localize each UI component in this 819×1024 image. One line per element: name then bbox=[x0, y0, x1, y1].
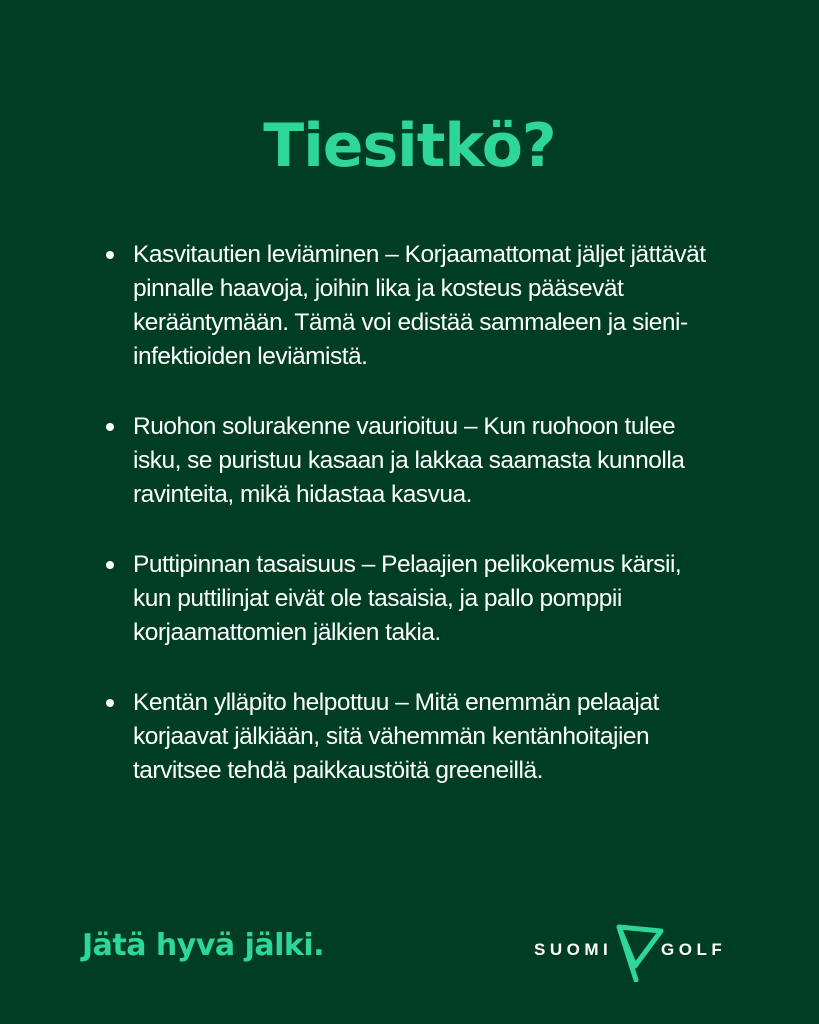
list-item bbox=[104, 686, 714, 788]
fact-text: Kentän ylläpito helpottuu – Mitä enemmän pelaajat korjaavat jälkiään, sitä vähemmän kentänhoitajien tarvitsee tehdä paikkaustöitä greeneillä. bbox=[133, 689, 659, 784]
fact-text: Ruohon solurakenne vaurioituu – Kun ruohoon tulee isku, se puristuu kasaan ja lakkaa saamasta kunnolla ravinteita, mikä hidastaa kasvua. bbox=[133, 413, 685, 508]
list-item bbox=[104, 548, 714, 650]
logo-word-suomi: SUOMI bbox=[534, 940, 613, 959]
fact-text: Kasvitautien leviäminen – Korjaamattomat jäljet jättävät pinnalle haavoja, joihin lika ja kosteus pääsevät kerääntymään. Tämä voi edistää sammaleen ja sieni-infektioiden leviämistä. bbox=[133, 241, 706, 370]
flag-pennant-icon bbox=[613, 922, 667, 982]
page-title: Tiesitkö? bbox=[263, 111, 556, 181]
slogan: Jätä hyvä jälki. bbox=[82, 928, 325, 963]
fact-list bbox=[104, 238, 714, 824]
suomi-golf-logo bbox=[532, 918, 744, 984]
bullet-icon bbox=[106, 699, 114, 707]
fact-text: Puttipinnan tasaisuus – Pelaajien pelikokemus kärsii, kun puttilinjat eivät ole tasaisia, ja pallo pomppii korjaamattomien jälkien takia. bbox=[133, 551, 682, 646]
logo-word-golf: GOLF bbox=[661, 940, 727, 959]
list-item bbox=[104, 410, 714, 512]
bullet-icon bbox=[106, 251, 114, 259]
bullet-icon bbox=[106, 423, 114, 431]
list-item bbox=[104, 238, 714, 374]
bullet-icon bbox=[106, 561, 114, 569]
